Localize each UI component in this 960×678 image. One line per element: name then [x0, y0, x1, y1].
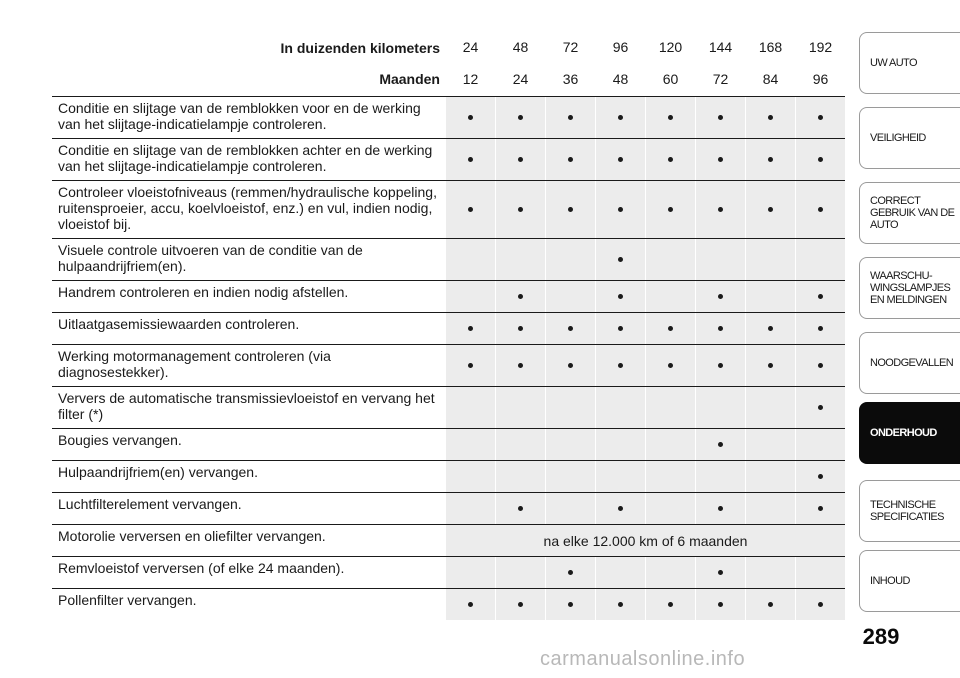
interval-cell [746, 313, 796, 344]
interval-cells [446, 461, 845, 492]
service-dot-icon [668, 115, 673, 120]
interval-cells [446, 97, 845, 138]
interval-cell [546, 181, 596, 238]
task-description: Hulpaandrijfriem(en) vervangen. [58, 464, 258, 480]
interval-cell [496, 281, 546, 312]
service-dot-icon [818, 363, 823, 368]
task-description: Conditie en slijtage van de remblokken achter en de werking van het slijtage-indicatielampje controleren. [58, 142, 433, 174]
interval-cell [446, 387, 496, 428]
interval-cell [496, 345, 546, 386]
interval-cell [496, 493, 546, 524]
interval-cell [446, 461, 496, 492]
interval-cell [646, 239, 696, 280]
interval-cell [496, 429, 546, 460]
tab-uw-auto[interactable]: UW AUTO [859, 32, 960, 94]
task-description: Conditie en slijtage van de remblokken voor en de werking van het slijtage-indicatielampje controleren. [58, 100, 421, 132]
maintenance-schedule-table [52, 32, 845, 620]
task-description: Handrem controleren en indien nodig afstellen. [58, 284, 349, 300]
interval-cell [746, 429, 796, 460]
interval-cell [696, 461, 746, 492]
interval-cell [496, 387, 546, 428]
service-dot-icon [618, 506, 623, 511]
month-value: 36 [546, 64, 596, 96]
service-dot-icon [718, 115, 723, 120]
interval-cell [496, 589, 546, 620]
interval-cell [446, 97, 496, 138]
month-value: 96 [812, 71, 829, 87]
month-header-row [52, 64, 845, 96]
interval-cell [446, 281, 496, 312]
service-dot-icon [668, 207, 673, 212]
service-dot-icon [618, 207, 623, 212]
interval-cell [696, 181, 746, 238]
interval-cell [696, 589, 746, 620]
km-value: 24 [446, 32, 496, 64]
interval-cell [696, 429, 746, 460]
interval-cell [446, 589, 496, 620]
interval-cell [546, 589, 596, 620]
interval-cell [796, 387, 845, 428]
interval-cell [796, 557, 845, 588]
tab-technische-specificaties[interactable]: TECHNISCHE SPECIFICATIES [859, 480, 960, 542]
schedule-row [52, 312, 845, 344]
service-dot-icon [468, 207, 473, 212]
service-dot-icon [568, 570, 573, 575]
interval-cell [746, 461, 796, 492]
service-dot-icon [718, 506, 723, 511]
interval-cell [796, 97, 845, 138]
tab-waarschuwingslampjes[interactable]: WAARSCHU-WINGSLAMPJES EN MELDINGEN [859, 257, 960, 319]
interval-cell [596, 139, 646, 180]
interval-cell [496, 239, 546, 280]
service-dot-icon [618, 157, 623, 162]
interval-cell [546, 557, 596, 588]
interval-cell [446, 313, 496, 344]
service-dot-icon [768, 326, 773, 331]
interval-cell [796, 493, 845, 524]
service-dot-icon [818, 474, 823, 479]
service-dot-icon [468, 363, 473, 368]
km-value: 192 [808, 39, 833, 55]
service-dot-icon [568, 157, 573, 162]
service-dot-icon [818, 405, 823, 410]
interval-cell [696, 493, 746, 524]
task-description: Visuele controle uitvoeren van de conditie van de hulpaandrijfriem(en). [58, 242, 363, 274]
interval-cell [496, 557, 546, 588]
interval-cell [496, 139, 546, 180]
service-dot-icon [718, 602, 723, 607]
service-dot-icon [518, 363, 523, 368]
task-description: Luchtfilterelement vervangen. [58, 496, 242, 512]
interval-cell [546, 313, 596, 344]
interval-cell [646, 181, 696, 238]
month-value: 48 [596, 64, 646, 96]
schedule-row [52, 556, 845, 588]
interval-cell [646, 345, 696, 386]
km-header-row [52, 32, 845, 64]
schedule-row [52, 180, 845, 238]
service-dot-icon [568, 115, 573, 120]
schedule-row [52, 238, 845, 280]
interval-cell [446, 493, 496, 524]
service-dot-icon [468, 157, 473, 162]
service-dot-icon [618, 115, 623, 120]
interval-cell [746, 589, 796, 620]
task-description: Pollenfilter vervangen. [58, 592, 197, 608]
service-dot-icon [618, 602, 623, 607]
km-header-label: In duizenden kilometers [280, 40, 440, 56]
interval-cell [696, 281, 746, 312]
schedule-row [52, 460, 845, 492]
interval-cell [596, 429, 646, 460]
month-value: 24 [496, 64, 546, 96]
service-dot-icon [768, 363, 773, 368]
service-dot-icon [818, 326, 823, 331]
task-description: Motorolie verversen en oliefilter vervangen. [58, 528, 326, 544]
interval-cell [596, 239, 646, 280]
interval-cell [696, 345, 746, 386]
service-dot-icon [618, 257, 623, 262]
interval-cell [746, 239, 796, 280]
interval-cell [446, 139, 496, 180]
task-description: Controleer vloeistofniveaus (remmen/hydraulische koppeling, ruitensproeier, accu, koelvloeistof, enz.) en vul, indien nodig, vloeistof bij. [58, 184, 437, 232]
interval-cell [596, 493, 646, 524]
interval-cell [646, 281, 696, 312]
interval-cell [446, 429, 496, 460]
interval-cells [446, 281, 845, 312]
interval-cell [646, 313, 696, 344]
interval-cell [746, 493, 796, 524]
service-dot-icon [718, 294, 723, 299]
service-dot-icon [518, 157, 523, 162]
month-header-cells [446, 64, 845, 96]
interval-cells [446, 387, 845, 428]
service-dot-icon [818, 506, 823, 511]
month-value: 72 [696, 64, 746, 96]
schedule-row [52, 492, 845, 524]
interval-cell [546, 345, 596, 386]
tab-inhoud[interactable]: INHOUD [859, 550, 960, 612]
interval-cell [746, 387, 796, 428]
service-dot-icon [768, 115, 773, 120]
interval-cell [546, 461, 596, 492]
interval-cell [796, 181, 845, 238]
tab-onderhoud[interactable]: ONDERHOUD [859, 402, 960, 464]
km-value: 120 [646, 32, 696, 64]
month-header-label: Maanden [379, 71, 440, 87]
interval-cells [446, 313, 845, 344]
km-value: 96 [596, 32, 646, 64]
schedule-row [52, 280, 845, 312]
km-value: 144 [696, 32, 746, 64]
interval-cell [546, 493, 596, 524]
schedule-row [52, 428, 845, 460]
interval-cell [796, 589, 845, 620]
km-header-cells [446, 32, 845, 64]
interval-cell [596, 461, 646, 492]
interval-cell [646, 139, 696, 180]
service-dot-icon [718, 570, 723, 575]
interval-cell [496, 461, 546, 492]
service-dot-icon [618, 363, 623, 368]
interval-cell [646, 589, 696, 620]
interval-cell [646, 387, 696, 428]
interval-cell [546, 281, 596, 312]
service-dot-icon [518, 506, 523, 511]
interval-cell [646, 429, 696, 460]
schedule-rows [52, 96, 845, 620]
interval-cell [646, 493, 696, 524]
service-dot-icon [568, 363, 573, 368]
interval-cell [696, 313, 746, 344]
service-dot-icon [768, 602, 773, 607]
interval-cell [746, 97, 796, 138]
service-dot-icon [718, 207, 723, 212]
service-dot-icon [818, 157, 823, 162]
tab-noodgevallen[interactable]: NOODGEVALLEN [859, 332, 960, 394]
service-dot-icon [668, 602, 673, 607]
service-dot-icon [618, 294, 623, 299]
service-dot-icon [818, 602, 823, 607]
km-value: 48 [496, 32, 546, 64]
watermark: carmanualsonline.info [540, 648, 746, 670]
interval-cell [596, 387, 646, 428]
km-value: 168 [746, 32, 796, 64]
service-dot-icon [668, 326, 673, 331]
interval-cells [446, 139, 845, 180]
interval-cell [696, 139, 746, 180]
service-dot-icon [518, 207, 523, 212]
interval-cells [446, 589, 845, 620]
km-value: 72 [546, 32, 596, 64]
interval-cell [546, 387, 596, 428]
service-dot-icon [818, 207, 823, 212]
service-dot-icon [718, 363, 723, 368]
interval-cell [746, 557, 796, 588]
interval-cell [446, 557, 496, 588]
service-dot-icon [718, 442, 723, 447]
service-dot-icon [518, 115, 523, 120]
interval-cell [596, 97, 646, 138]
service-dot-icon [618, 326, 623, 331]
interval-cell [546, 97, 596, 138]
service-dot-icon [468, 115, 473, 120]
interval-cell [596, 181, 646, 238]
interval-cells [446, 429, 845, 460]
task-description: Remvloeistof verversen (of elke 24 maanden). [58, 560, 345, 576]
service-dot-icon [568, 326, 573, 331]
interval-cell [596, 313, 646, 344]
service-dot-icon [518, 294, 523, 299]
interval-cell [496, 97, 546, 138]
interval-cells [446, 345, 845, 386]
interval-cell [696, 239, 746, 280]
interval-cell [746, 345, 796, 386]
page-number: 289 [862, 624, 900, 649]
interval-cells [446, 525, 845, 556]
interval-cell [796, 239, 845, 280]
schedule-row [52, 344, 845, 386]
service-dot-icon [518, 326, 523, 331]
interval-cell [796, 139, 845, 180]
interval-cell [546, 139, 596, 180]
interval-cell [646, 557, 696, 588]
month-value: 60 [646, 64, 696, 96]
service-dot-icon [568, 602, 573, 607]
task-description: Uitlaatgasemissiewaarden controleren. [58, 316, 300, 332]
service-dot-icon [468, 326, 473, 331]
interval-cell [496, 181, 546, 238]
interval-cell [796, 429, 845, 460]
interval-cell [746, 181, 796, 238]
interval-cell [646, 461, 696, 492]
month-value: 12 [446, 64, 496, 96]
schedule-row [52, 386, 845, 428]
interval-cell [796, 313, 845, 344]
service-dot-icon [568, 207, 573, 212]
month-value: 84 [746, 64, 796, 96]
service-dot-icon [668, 157, 673, 162]
interval-cell [646, 97, 696, 138]
service-dot-icon [518, 602, 523, 607]
task-description: Werking motormanagement controleren (via diagnosestekker). [58, 348, 331, 380]
tab-correct-gebruik[interactable]: CORRECT GEBRUIK VAN DE AUTO [859, 182, 960, 244]
service-dot-icon [668, 363, 673, 368]
interval-cells [446, 493, 845, 524]
interval-cell [596, 281, 646, 312]
interval-cell [696, 97, 746, 138]
service-dot-icon [468, 602, 473, 607]
schedule-row [52, 588, 845, 620]
interval-cell [596, 345, 646, 386]
task-description: Ververs de automatische transmissievloeistof en vervang het filter (*) [58, 390, 435, 422]
interval-note: na elke 12.000 km of 6 maanden [543, 532, 748, 549]
interval-cell [696, 557, 746, 588]
interval-cell [696, 387, 746, 428]
task-description: Bougies vervangen. [58, 432, 182, 448]
service-dot-icon [768, 207, 773, 212]
service-dot-icon [718, 157, 723, 162]
interval-cell [796, 281, 845, 312]
interval-cell [796, 461, 845, 492]
interval-cell [446, 239, 496, 280]
schedule-row [52, 524, 845, 556]
interval-cell [596, 557, 646, 588]
schedule-row [52, 96, 845, 138]
interval-cell [546, 429, 596, 460]
interval-cell [446, 181, 496, 238]
service-dot-icon [818, 294, 823, 299]
interval-cell [496, 313, 546, 344]
service-dot-icon [768, 157, 773, 162]
interval-cell [796, 345, 845, 386]
interval-cell [746, 281, 796, 312]
interval-cells [446, 557, 845, 588]
schedule-row [52, 138, 845, 180]
service-dot-icon [718, 326, 723, 331]
interval-cells [446, 239, 845, 280]
interval-cell [546, 239, 596, 280]
interval-cell [446, 345, 496, 386]
interval-cells [446, 181, 845, 238]
service-dot-icon [818, 115, 823, 120]
interval-cell [596, 589, 646, 620]
interval-cell [746, 139, 796, 180]
tab-veiligheid[interactable]: VEILIGHEID [859, 107, 960, 169]
